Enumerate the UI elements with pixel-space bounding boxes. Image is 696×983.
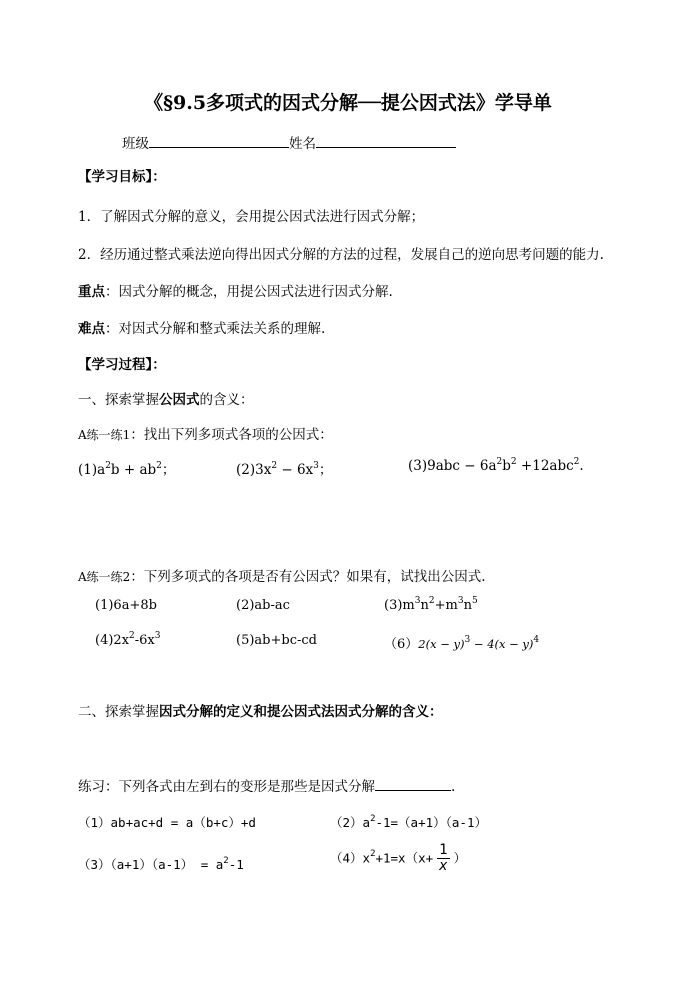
exponent: 2	[370, 849, 376, 860]
exponent: 3	[464, 634, 471, 645]
practice-text: 练习：下列各式由左到右的变形是那些是因式分解	[78, 779, 375, 795]
exercise2-text: ：下列多项式的各项是否有公因式？如果有，试找出公因式.	[130, 569, 486, 585]
practice-item-3	[78, 855, 244, 873]
page-title: 《§9.5多项式的因式分解──提公因式法》学导单	[144, 92, 552, 114]
expr-part: -1	[228, 857, 244, 872]
exponent: 2	[129, 630, 135, 641]
section2-prefix: 二、探索掌握	[78, 704, 159, 720]
item-label: (1)	[95, 598, 114, 613]
section1-heading	[78, 388, 254, 408]
expr-part: n	[463, 598, 472, 613]
class-label: 班级	[122, 136, 149, 152]
exponent: 2	[428, 595, 435, 606]
exercise2-item-3	[384, 595, 478, 613]
exercise2-item-1	[95, 598, 157, 613]
expr-part: 2x	[113, 633, 130, 648]
item-label: (1)	[78, 462, 98, 478]
exponent: 3	[457, 595, 464, 606]
name-label: 姓名	[289, 136, 316, 152]
exponent: 2	[510, 456, 517, 467]
expr-part: − 6x	[277, 462, 314, 478]
item-label: (2)	[236, 598, 255, 613]
section2-heading	[78, 700, 443, 720]
exponent: 3	[313, 460, 319, 471]
expr-part: -1=（a+1）（a-1）	[375, 815, 487, 830]
exponent: 2	[156, 460, 162, 471]
exponent: 2	[370, 813, 376, 824]
class-blank	[149, 133, 289, 148]
exponent: 3	[154, 630, 161, 641]
section1-bold: 公因式	[159, 392, 200, 408]
section1-prefix: 一、探索掌握	[78, 392, 159, 408]
diff-text: ：对因式分解和整式乘法关系的理解.	[105, 321, 326, 337]
expr-part: a	[97, 462, 106, 478]
exponent: 2	[105, 460, 111, 471]
expr-part: − 4(x − y)	[470, 637, 534, 651]
exercise1-item-3	[408, 458, 584, 474]
goal-item-2: 2．经历通过整式乘法逆向得出因式分解的方法的过程，发展自己的逆向思考问题的能力.	[78, 247, 604, 263]
student-info-row	[122, 132, 456, 152]
key-text: ：因式分解的概念，用提公因式法进行因式分解.	[105, 284, 393, 300]
expr-part: ；	[318, 462, 333, 478]
name-blank	[316, 133, 456, 148]
expr-part: .	[579, 458, 584, 474]
item-label: （1）	[78, 815, 111, 830]
exercise2-item-2	[236, 598, 290, 613]
key-point	[78, 280, 393, 300]
expr-part: 6a+8b	[113, 598, 157, 613]
expr-part: ；	[161, 462, 176, 478]
exercise1-item-2	[236, 458, 332, 478]
expr-part: 2(x − y)	[418, 637, 465, 651]
item-label: (3)	[384, 598, 403, 613]
difficulty-point	[78, 317, 325, 337]
practice-prompt	[78, 775, 455, 795]
process-heading: 【学习过程】：	[78, 357, 166, 373]
expr-part: +1=x（x+	[375, 850, 434, 866]
expr-part: +12abc	[516, 458, 574, 474]
key-label: 重点	[78, 284, 105, 300]
expr-part: ）	[453, 850, 467, 866]
exercise2-prompt	[78, 565, 486, 585]
section2-bold1: 因式分解的定义	[159, 704, 254, 720]
expr-part: m	[402, 598, 415, 613]
exponent: 2	[223, 855, 229, 866]
item-label: （3）	[78, 857, 111, 872]
practice-end: .	[451, 779, 456, 795]
exercise2-label: A练一练2	[78, 570, 131, 584]
exponent: 3	[414, 595, 421, 606]
item-label: (5)	[236, 633, 255, 648]
exercise1-label: A练一练1	[78, 428, 131, 442]
section2-bold2: 提公因式法因式分解的含义：	[267, 704, 443, 720]
exponent: 5	[471, 595, 478, 606]
section1-suffix: 的含义：	[199, 392, 254, 408]
expr-part: n	[420, 598, 429, 613]
section2-mid: 和	[253, 704, 267, 720]
expr-part: ab-ac	[254, 598, 290, 613]
fraction-denominator: x	[439, 858, 448, 875]
exercise1-item-1	[78, 458, 175, 478]
practice-item-2	[330, 813, 487, 831]
expr-part: 3x	[255, 462, 272, 478]
exercise1-text: ：找出下列多项式各项的公因式：	[130, 427, 333, 443]
item-label: (2)	[236, 462, 256, 478]
fraction	[437, 843, 449, 875]
expr-part: ab+ac+d = a（b+c）+d	[110, 815, 256, 830]
goals-heading: 【学习目标】：	[78, 169, 166, 185]
goal-item-1: 1．了解因式分解的意义，会用提公因式法进行因式分解；	[78, 209, 425, 225]
exercise2-item-4	[95, 630, 161, 648]
practice-item-4	[330, 843, 466, 875]
practice-blank	[375, 776, 451, 791]
exponent: 2	[496, 456, 503, 467]
exponent: 2	[271, 460, 278, 471]
exponent: 4	[533, 634, 540, 645]
item-label: (4)	[95, 633, 114, 648]
item-label: （4）	[330, 850, 363, 866]
fraction-numerator: 1	[439, 842, 448, 858]
item-label: (3)	[408, 458, 428, 474]
practice-item-1	[78, 813, 256, 831]
exercise2-item-5	[236, 633, 317, 648]
exponent: 2	[573, 456, 580, 467]
expr-part: a	[362, 815, 371, 830]
expr-part: （a+1）（a-1） = a	[110, 857, 224, 872]
item-label: （6）	[384, 637, 419, 652]
expr-part: +m	[434, 598, 458, 613]
expr-part: b + ab	[110, 462, 157, 478]
expr-part: x	[362, 850, 371, 866]
expr-part: 9abc − 6a	[427, 458, 497, 474]
diff-label: 难点	[78, 321, 105, 337]
item-label: （2）	[330, 815, 363, 830]
exercise2-item-6	[384, 633, 539, 652]
expr-part: b	[502, 458, 511, 474]
expr-part: -6x	[134, 633, 155, 648]
exercise1-prompt	[78, 423, 333, 443]
expr-part: ab+bc-cd	[254, 633, 317, 648]
